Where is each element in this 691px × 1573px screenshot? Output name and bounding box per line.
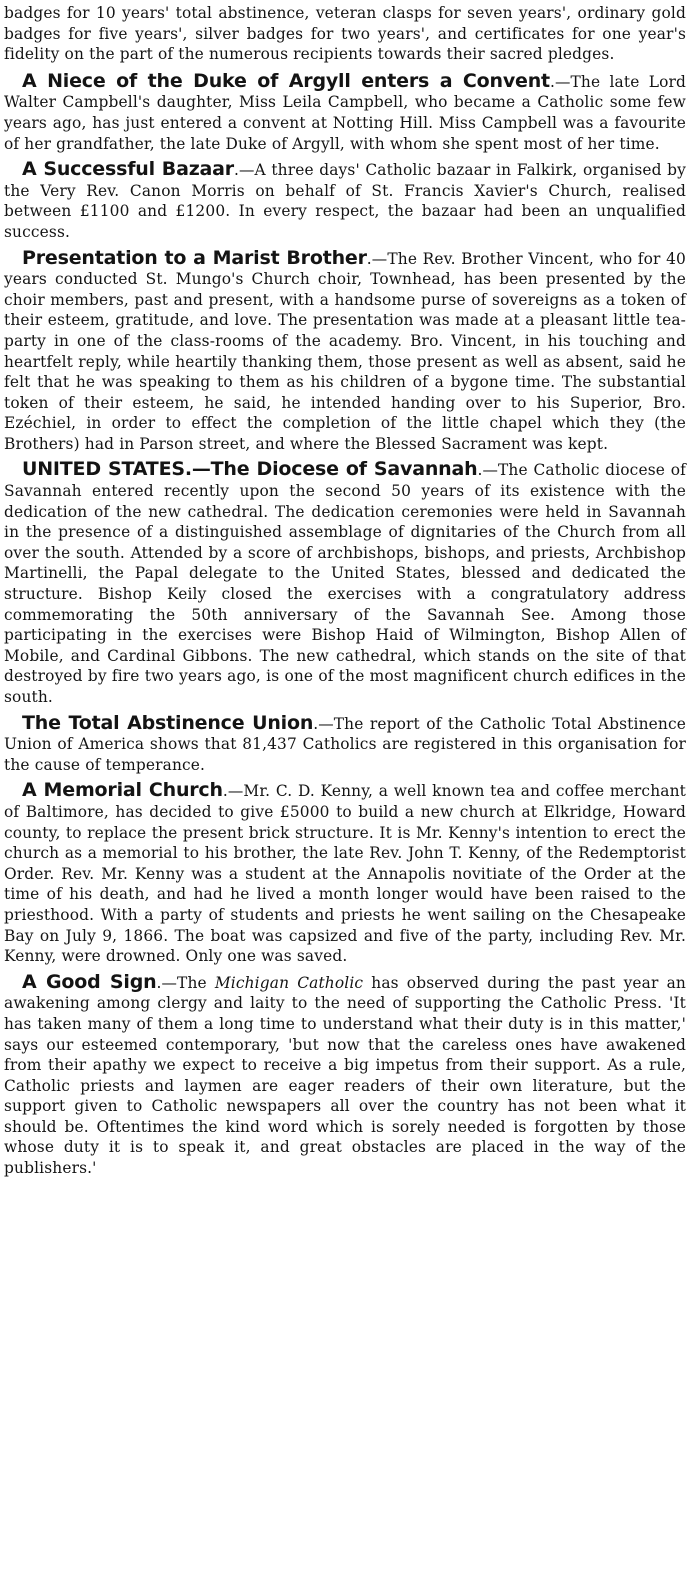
- article-continuation: [4, 3, 686, 65]
- article-heading: A Good Sign: [22, 970, 157, 993]
- article-body: .—The late Lord Walter Campbell's daughter, Miss Leila Campbell, who became a Catholic some few years ago, has just entered a convent at Notting Hill. Miss Campbell was a favourite of her grandfather, the late Duke of Argyll, with whom she spent most of her time.: [4, 72, 686, 153]
- article-heading: Presentation to a Marist Brother: [22, 246, 367, 269]
- article-body: .—The: [156, 973, 215, 992]
- article-body: .—The Catholic diocese of Savannah entered recently upon the second 50 years of its existence with the dedication of the new cathedral. The dedication ceremonies were held in Savannah in the presence of a distinguished assemblage of dignitaries of the Church from all over the south. Attended by a score of archbishops, bishops, and priests, Archbishop Martinelli, the Papal delegate to the United States, blessed and dedicated the structure. Bishop Keily closed the exercises with a congratulatory address commemorating the 50th anniversary of the Savannah See. Among those participating in the exercises were Bishop Haid of Wilmington, Bishop Allen of Mobile, and Cardinal Gibbons. The new cathedral, which stands on the site of that destroyed by fire two years ago, is one of the most magnificent church edifices in the south.: [4, 461, 686, 706]
- article-body: badges for 10 years' total abstinence, veteran clasps for seven years', ordinary gold badges for five years', silver badges for two years', and certificates for one year's fidelity on the part of the numerous recipients towards their sacred pledges.: [4, 4, 686, 64]
- article-body: .—A three days' Catholic bazaar in Falkirk, organised by the Very Rev. Canon Morris on behalf of St. Francis Xavier's Church, realised between £1100 and £1200. In every respect, the bazaar had been an unqualified success.: [4, 161, 686, 241]
- article-successful-bazaar: [4, 159, 686, 242]
- article-heading: A Memorial Church: [22, 779, 223, 802]
- article-body: .—The Rev. Brother Vincent, who for 40 years conducted St. Mungo's Church choir, Townhead, has been presented by the choir members, past and present, with a handsome purse of sovereigns as a token of their esteem, gratitude, and love. The presentation was made at a pleasant little tea-party in one of the class-rooms of the academy. Bro. Vincent, in his touching and heartfelt reply, while heartily thanking them, those present as well as absent, said he felt that he was speaking to them as his children of a bygone time. The substantial token of their esteem, he said, he intended handing over to his Superior, Bro. Ezéchiel, in order to effect the completion of the little chapel which they (the Brothers) had in Parson street, and where the Blessed Sacrament was kept.: [4, 249, 686, 453]
- newspaper-column: [4, 3, 686, 1184]
- article-body: .—Mr. C. D. Kenny, a well known tea and coffee merchant of Baltimore, has decided to give £5000 to build a new church at Elkridge, Howard county, to replace the present brick structure. It is Mr. Kenny's intention to erect the church as a memorial to his brother, the late Rev. John T. Kenny, of the Redemptorist Order. Rev. Mr. Kenny was a student at the Annapolis novitiate of the Order at the time of his death, and had he lived a month longer would have been raised to the priesthood. With a party of students and priests he went sailing on the Chesapeake Bay on July 9, 1866. The boat was capsized and five of the party, including Rev. Mr. Kenny, were drowned. Only one was saved.: [4, 782, 686, 966]
- article-heading: UNITED STATES.—The Diocese of Savannah: [22, 458, 478, 481]
- article-body: .—The report of the Catholic Total Abstinence Union of America shows that 81,437 Catholics are registered in this organisation for the cause of temperance.: [4, 714, 686, 774]
- article-marist-brother: [4, 248, 686, 455]
- publication-title: Michigan Catholic: [214, 973, 364, 992]
- article-memorial-church: [4, 780, 686, 966]
- article-good-sign: [4, 972, 686, 1179]
- article-body-continued: has observed during the past year an awakening among clergy and laity to the need of supporting the Catholic Press. 'It has taken many of them a long time to understand what their duty is in this matter,' says our esteemed contemporary, 'but now that the careless ones have awakened from their apathy we expect to receive a big impetus from their support. As a rule, Catholic priests and laymen are eager readers of their own literature, but the support given to Catholic newspapers all over the country has not been what it should be. Oftentimes the kind word which is sorely needed is forgotten by those whose duty it is to speak it, and great obstacles are placed in the way of the publishers.': [4, 973, 686, 1178]
- article-heading: A Niece of the Duke of Argyll enters a Convent: [22, 69, 550, 92]
- article-heading: The Total Abstinence Union: [22, 711, 314, 734]
- article-total-abstinence: [4, 713, 686, 776]
- article-niece-of-duke: [4, 71, 686, 154]
- article-united-states: [4, 459, 686, 707]
- article-heading: A Successful Bazaar: [22, 158, 234, 181]
